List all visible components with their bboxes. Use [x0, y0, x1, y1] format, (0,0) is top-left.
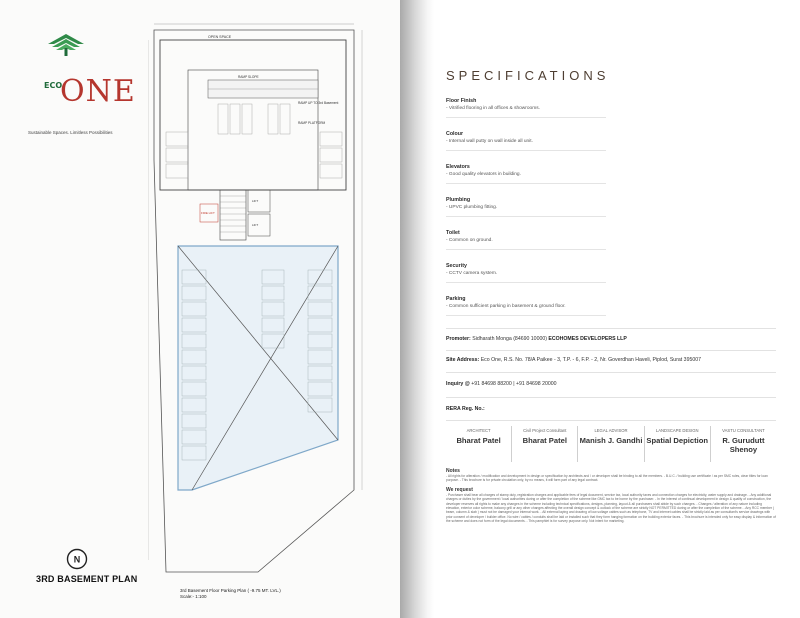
- consultant-name: Bharat Patel: [522, 436, 567, 445]
- spec-text: - Internal wall putty on wall inside all unit.: [446, 139, 533, 144]
- divider: [446, 350, 776, 351]
- spec-text: - Common on ground.: [446, 238, 493, 243]
- spec-label: Floor Finish: [446, 98, 477, 104]
- promoter-value: Sidharath Monga (84690 10000): [472, 336, 547, 342]
- ramp-slope-label: RAMP SLOPE: [238, 75, 259, 79]
- promoter-label: Promoter:: [446, 336, 471, 342]
- consultant-role: ARCHITECT: [466, 428, 491, 433]
- spec-item: [446, 131, 606, 151]
- plan-caption-line1: 3rd Basement Floor Parking Plan ( -9.75 MT. LVL.): [180, 588, 281, 593]
- upper-parking-bays: [166, 104, 342, 178]
- spec-item: [446, 230, 606, 250]
- lift-1-label: LIFT: [252, 199, 259, 203]
- basement-floor-plan: [148, 20, 370, 580]
- spec-text: - Vitrified flooring in all offices & showrooms.: [446, 106, 540, 111]
- ramp-up-label: RAMP UP TO 3rd Basement: [298, 101, 339, 105]
- consultant-name: Manish J. Gandhi: [579, 436, 643, 445]
- site-address-label: Site Address:: [446, 357, 480, 363]
- spec-text: - UPVC plumbing fitting.: [446, 205, 498, 210]
- consultant-name: Spatial Depiction: [646, 436, 709, 445]
- plan-caption-line2: Scale:- 1:100: [180, 594, 207, 599]
- promoter-row: [446, 336, 627, 342]
- spec-item: [446, 296, 606, 316]
- notes-text: - All rights for alteration / modification and development in design or specification by architects and / or developer shall be binding to all the members. - B.U.C. / building use certificate / as per SMC rules, clear titles for loan purpose. - This brochure is for private circulation only, by no means, it will form part of any legal contract.: [446, 474, 768, 483]
- divider: [446, 328, 776, 329]
- spec-label: Colour: [446, 131, 464, 137]
- divider: [446, 372, 776, 373]
- logo-tagline: Sustainable Spaces. Limitless Possibilities: [28, 130, 113, 135]
- spec-label: Elevators: [446, 164, 470, 170]
- rera-row: [446, 406, 485, 412]
- consultant-name: Bharat Patel: [456, 436, 501, 445]
- consultants-table: [446, 426, 776, 462]
- specifications-list: [446, 98, 606, 329]
- consultant-column: [645, 426, 711, 462]
- consultant-role: LEGAL ADVISOR: [594, 428, 628, 433]
- leaf-icon: [48, 34, 84, 56]
- consultant-column: [446, 426, 512, 462]
- consultant-role: Civil Project Consultant: [523, 428, 567, 433]
- spec-text: - Common sufficient parking in basement & ground floor.: [446, 304, 566, 309]
- inquiry-row: [446, 381, 557, 387]
- spec-item: [446, 98, 606, 118]
- spec-label: Plumbing: [446, 197, 471, 203]
- spec-label: Parking: [446, 296, 466, 302]
- stair-core: [220, 190, 246, 240]
- notes-heading: Notes: [446, 468, 460, 474]
- specifications-heading: SPECIFICATIONS: [446, 68, 610, 83]
- consultant-name: R. Gurudutt Shenoy: [722, 436, 765, 454]
- stair-treads: [220, 196, 246, 232]
- ramp-platform-label: RAMP PLATFORM: [298, 121, 326, 125]
- consultant-role: LANDSCAPE DESIGN: [655, 428, 699, 433]
- plan-caption: [180, 588, 281, 600]
- divider: [446, 397, 776, 398]
- site-address-row: [446, 357, 701, 363]
- lift-2-label: LIFT: [252, 223, 259, 227]
- consultant-column: [512, 426, 578, 462]
- site-address-value: Eco One, R.S. No. 78/A Paikee - 3, T.P. - 6, F.P. - 2, Nr. Goverdhan Haveli, Piplod, Surat 395007: [480, 357, 701, 363]
- divider: [446, 420, 776, 421]
- fire-lift-label: FIRE LIFT: [201, 211, 215, 215]
- plan-title: 3RD BASEMENT PLAN: [36, 574, 138, 584]
- request-heading: We request: [446, 486, 473, 493]
- consultant-role: VASTU CONSULTANT: [722, 428, 765, 433]
- request-text: - Purchaser shall bear all charges of stamp duty, registration charges and applicable fees of legal document, service tax, local authority taxes and connection charges for electricity, water supply and drainage. - Any additional charges or duties by the government / local authorities during or after the completion of the scheme like GMC tax to be borne by the purchaser. - In the interest of continual development in design & quality of construction, the developer reserves all rights to make any changes in the scheme including technical specifications, designs, planning, layout & all purchasers shall abide by such changes. - Changes / alteration of any nature including elevation, exterior color scheme, balcony grill or any other changes affecting the overall design concept & outlook of the scheme are strictly NOT PERMITTED during or after the completion of the scheme. - Any RCC member ( beam, column & slab ) must not be damaged your internal work. - All external laying and drawing of low-voltage cables such as telephone, TV and internet cables shall be strictly laid as per consultant's service drawings with prior consent of developer / builder office. No wire / cables / conduits shall be laid or installed such that they form hanging formation on the building exterior faces. - This brochure is intended only for easy display & information of the scheme and does not form of the legal documents. - This pamphlet is for survey purpose only. Not intent for marketing.: [446, 492, 776, 524]
- consultant-column: [711, 426, 776, 462]
- spec-item: [446, 263, 606, 283]
- open-space-label: OPEN SPACE: [208, 35, 232, 39]
- spec-label: Security: [446, 263, 467, 269]
- spec-text: - CCTV camera system.: [446, 271, 498, 276]
- promoter-company: ECOHOMES DEVELOPERS LLP: [548, 336, 627, 342]
- page-gutter: [400, 0, 434, 618]
- inquiry-label: Inquiry @: [446, 381, 470, 387]
- rera-label: RERA Reg. No.:: [446, 406, 485, 412]
- spec-item: [446, 197, 606, 217]
- svg-text:N: N: [73, 554, 81, 565]
- notes-section: [446, 468, 776, 524]
- spec-label: Toilet: [446, 230, 460, 236]
- lower-parking-area: [178, 246, 338, 490]
- inquiry-value: +91 84698 88200 | +91 84698 20000: [471, 381, 557, 387]
- consultant-column: [578, 426, 644, 462]
- logo-one-text: ONE: [60, 74, 136, 109]
- spec-text: - Good quality elevators in building.: [446, 172, 521, 177]
- spec-item: [446, 164, 606, 184]
- north-compass-icon: [66, 548, 88, 570]
- logo-eco-text: ECO: [44, 81, 63, 90]
